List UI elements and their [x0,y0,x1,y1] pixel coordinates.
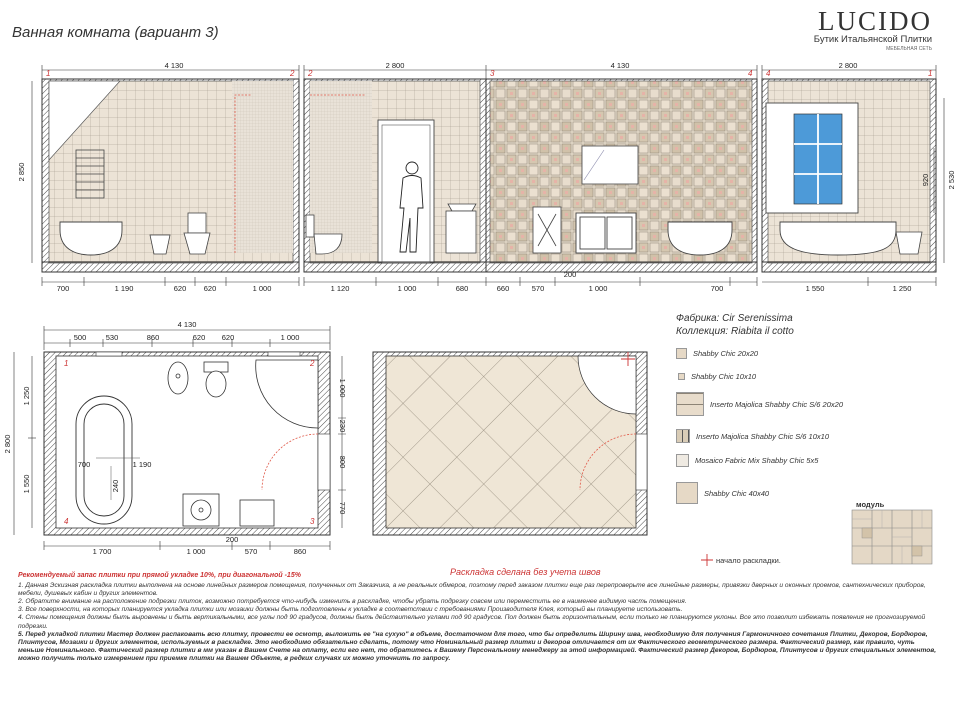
plan-corner-3: 3 [310,517,315,526]
wall4-bottom-dim-1: 1 550 [805,284,825,293]
plan-top-dim-1: 500 [73,333,87,342]
plan-right-dim-2: 230 [338,419,347,433]
plan-right-dim-4: 770 [338,501,347,515]
wall2-bottom-dim-1: 1 120 [330,284,350,293]
wall2-corner-left: 2 [308,69,313,78]
plan-top-dim-2: 530 [105,333,119,342]
plan-top-dim-3: 860 [146,333,160,342]
page-title: Ванная комната (вариант 3) [12,24,219,41]
legend-swatch-2 [678,373,685,380]
plan-top-dim-4: 620 [192,333,206,342]
mosaic-panel [232,81,293,253]
legend-item-2: Shabby Chic 10x10 [676,372,756,381]
wall4-bottom-dim-2: 1 250 [892,284,912,293]
plan-corner-4: 4 [64,517,69,526]
wall1-corner-right: 2 [290,69,295,78]
bidet-plan-icon [168,362,188,394]
wall1-bottom-dim-2: 1 190 [114,284,134,293]
note-5: 5. Перед укладкой плитки Мастер должен распаковать всю плитку, провести ее осмотр, выложить ее "на сухую" в объеме, достаточном для того, что бы определить Ширину шва, необходимую для получения Гармоничного сочетания Плитки, Декоров, Бордюров, Плинтусов, Мозаики и других элементов, используемых в раскладке. Это необходимо обязательно сделать, потому что Номинальный размер плитки и декоров отличается от их Фактического геометрического размера. Фактический размер, как правило, чуть меньше Номинального. Фактический размер плитки в мм указан в Вашем Счете на оплату, если его нет, то обратитесь к Вашему Персональному менеджеру за этой информацией. Фактический размер Декоров, Бордюров, Плинтусов и других специальных элементов, можно получить только измерением при приемке плитки на Вашем Объекте, в редких случаях их можно уточнить по запросу. [18,630,937,662]
bidet-icon-2 [896,232,922,254]
notes-block [18,572,940,663]
legend-swatch-4 [676,429,690,443]
plan-top-dim-6: 1 000 [280,333,300,342]
wall2-top-dim: 2 800 [385,61,405,70]
wall3-bottom-dim-2: 570 [531,284,545,293]
plan-left-dim-1: 1 250 [22,386,31,406]
floor-tile-layout [373,352,647,535]
wall3-gap-dim: 200 [563,270,577,279]
origin-label: начало раскладки. [716,556,781,565]
wall4-top-dim: 2 800 [838,61,858,70]
legend-swatch-6 [676,482,698,504]
door-opening-plan [318,434,330,490]
wall3-bottom-dim-4: 700 [710,284,724,293]
elevation-wall-4 [762,79,936,272]
plan-bottom-dim-2: 1 000 [186,547,206,556]
plan-bottom-dim-4: 860 [293,547,307,556]
plan-inner-dim-2: 1 190 [132,460,152,469]
floor-layout-caption: Раскладка сделана без учета швов [450,567,601,577]
bidet-icon [150,235,170,254]
sink-plan-icon [183,494,219,526]
elevation-wall-2 [304,79,486,272]
legend-collection: Коллекция: Riabita il cotto [676,326,794,337]
elevation-wall-1 [42,79,299,272]
sink-cabinet-icon [446,204,476,253]
brand-name: LUCIDO [818,6,932,36]
wall3-corner-right: 4 [748,69,753,78]
tile-reserve-warning: Рекомендуемый запас плитки при прямой укладке 10%, при диагональной -15% [18,572,301,579]
plan-top-dim-5: 620 [221,333,235,342]
legend-item-3: Inserto Majolica Shabby Chic S/6 20x20 [676,392,843,416]
plan-inner-dim-1: 700 [77,460,91,469]
plan-corner-2: 2 [310,359,315,368]
note-1: 1. Данная Эскизная раскладка плитки выполнена на основе линейных размеров помещения, полученных от Заказчика, а не реальных обмеров, поэтому перед заказом плитки еще раз перепроверьте все линейные размеры, привязки дверных и оконных проемов, сантехнических приборов, мебели, душевых кабин и других элементов. [18,582,926,598]
cabinet-icon [533,207,561,253]
wall3-bottom-dim-3: 1 000 [588,284,608,293]
wall1-top-dim: 4 130 [164,61,184,70]
wall1-bottom-dim-3: 620 [173,284,187,293]
wall1-corner-left: 1 [46,69,51,78]
toilet-icon [184,213,210,254]
plan-inner-dim-3: 240 [111,479,120,493]
legend-swatch-3 [676,392,704,416]
legend-item-5: Mosaico Fabric Mix Shabby Chic 5x5 [676,454,818,467]
legend-item-6: Shabby Chic 40x40 [676,482,769,504]
wall1-side-dim: 2 850 [17,162,26,182]
note-3: 3. Все поверхности, на которых планируется укладка плитки или мозаики должны быть подготовлены к укладке в соответствии с требованиями Производителя Клея, который вы планируете использовать. [18,606,683,614]
brand-small: МЕБЕЛЬНАЯ СЕТЬ [886,46,932,52]
legend-swatch-5 [676,454,689,467]
plan-bottom-dim-3: 570 [244,547,258,556]
wall1-bottom-dim-4: 620 [203,284,217,293]
plan-left-dim-2: 1 550 [22,474,31,494]
wall4-window-dim: 920 [921,173,930,187]
origin-legend-marker [701,554,713,566]
plan-left-dim-total: 2 800 [3,434,12,454]
legend-swatch-1 [676,348,687,359]
window-icon [766,103,858,213]
wall4-corner-right: 1 [928,69,933,78]
wall1-bottom-dim-5: 1 000 [252,284,272,293]
brand-subtitle: Бутик Итальянской Плитки [813,34,932,45]
wall4-side-dim: 2 530 [947,170,956,190]
plan-corner-1: 1 [64,359,69,368]
bathtub-icon-3 [780,222,896,255]
plan-bottom-dim-1: 1 700 [92,547,112,556]
mirror-icon [582,146,638,184]
cabinet-plan-icon [240,500,274,526]
plan-gap-dim: 200 [225,535,239,544]
module-label: модуль [856,500,885,509]
note-2: 2. Обратите внимание на расположение подрезки плиток, возможно потребуется что-нибудь изменить в раскладке, чтобы убрать подрезку совсем или переместить ее в наименее видимую часть помещения. [18,598,687,606]
legend-item-1: Shabby Chic 20x20 [676,348,758,359]
legend-item-4: Inserto Majolica Shabby Chic S/6 10x10 [676,429,829,443]
plan-right-dim-3: 800 [338,455,347,469]
module-pattern [852,510,932,564]
plan-right-dim-1: 1 000 [338,378,347,398]
legend-factory: Фабрика: Cir Serenissima [676,313,793,324]
wall3-top-dim: 4 130 [610,61,630,70]
elevation-wall-3 [486,79,757,272]
wall2-bottom-dim-3: 680 [455,284,469,293]
wall3-bottom-dim-1: 660 [496,284,510,293]
wall1-bottom-dim-1: 700 [56,284,70,293]
note-4: 4. Стены помещения должны быть выровнены и быть вертикальными, все углы под 90 градусов, должны быть действительно углами под 90 градусов. Пол должен быть горизонтальным, если только не планируются уклоны. Все это позволит избежать появления не прогнозируемой подрезки. [18,614,926,630]
wall2-bottom-dim-2: 1 000 [397,284,417,293]
toilet-plan-icon [204,362,228,397]
floor-plan [44,352,330,535]
wall4-corner-left: 4 [766,69,771,78]
legend-header [676,312,794,338]
plan-top-dim: 4 130 [177,320,197,329]
wall3-corner-left: 3 [490,69,495,78]
vanity-unit-icon [576,213,636,253]
